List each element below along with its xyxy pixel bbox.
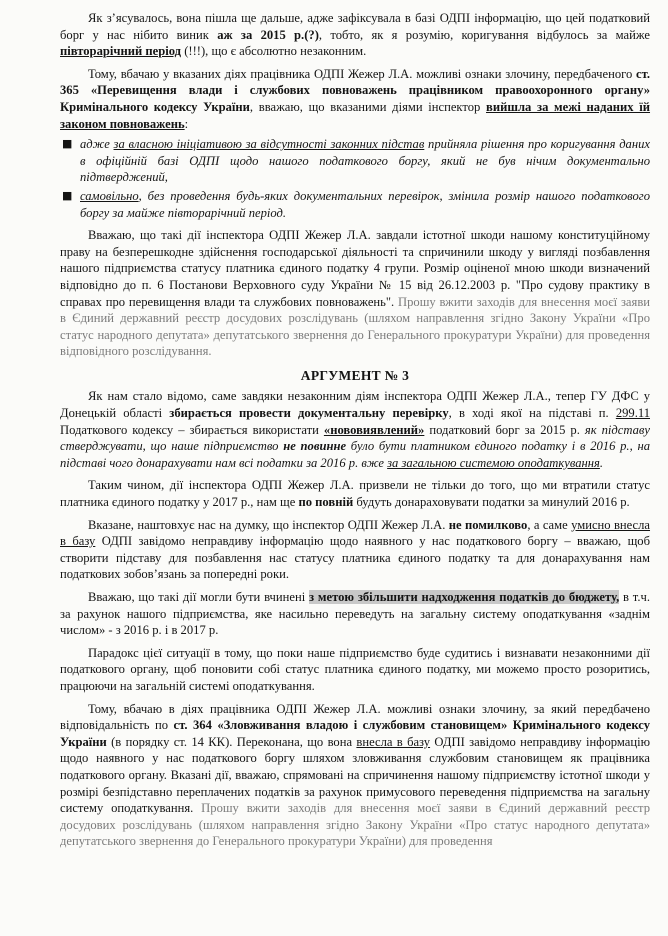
paragraph-status-loss: Таким чином, дії інспектора ОДПІ Жежер Л.А. призвели не тільки до того, що ми втратили статус платника єдиного податку у 2017 р., нам ще по повній будуть донараховувати податки за минулий 2016 р.	[60, 478, 650, 510]
section-heading: АРГУМЕНТ № 3	[300, 367, 410, 383]
paragraph-paradox: Парадокс цієї ситуації в тому, що поки наше підприємство буде судитись і визнавати незаконними дії податкового органу, щоб поновити собі статус платника єдиного податку, ми можемо просто розоритись, працюючи на загальній системі оподаткування.	[60, 645, 650, 693]
paragraph-budget: Вважаю, що такі дії могли бути вчинені з метою збільшити надходження податків до бюджету, в т.ч. за рахунок нашого підприємства, яке насильно переведуть на загальну систему оподаткування «заднім числом» - з 2016 р. і в 2017 р.	[60, 590, 650, 638]
paragraph-debt-period: Як з’ясувалось, вона пішла ще дальше, адже зафіксувала в базі ОДПІ інформацію, що цей податковий борг у нас нібито виник аж за 2015 р.(?), тобто, як я розумію, коригування відбулось за майже півторарічний період (!!!), що є абсолютно незаконним.	[60, 11, 650, 59]
bullet-icon: ■	[62, 188, 73, 202]
paragraph-article-365: Тому, вбачаю у вказаних діях працівника ОДПІ Жежер Л.А. можливі ознаки злочину, передбаченого ст. 365 «Перевищення влади і службових повноважень працівником правоохоронного органу» Кримінального кодексу України, вважаю, що вказаними діями інспектор вийшла за межі наданих їй законом повноважень:	[60, 66, 651, 131]
bullet-icon: ■	[62, 137, 73, 151]
paragraph-intent: Вказане, наштовхує нас на думку, що інспектор ОДПІ Жежер Л.А. не помилково, а саме умисно внесла в базу ОДПІ завідомо неправдиву інформацію щодо наявного у нас податкового боргу – вважаю, щоб створити підставу для позбавлення нас статусу платника єдиного податку та для донарахування нам податкових зобов’язань за попередні роки.	[60, 517, 651, 582]
paragraph-damage: Вважаю, що такі дії інспектора ОДПІ Жежер Л.А. завдали істотної шкоди нашому конституційному праву на безперешкодне здійснення господарської діяльності та спричинили шкоду у вигляді позбавлення нашого підприємства статусу платника єдиного податку 4 групи. Розмір оціненої мною шкоди визначений відповідно до п. 6 Постанови Верховного суду України № 15 від 26.12.2003 р. "Про судову практику в справах про перевищення влади та службових повноважень". Прошу вжити заходів для внесення моєї заяви в Єдиний державний реєстр досудових розслідувань (шляхом направлення згідно Закону України «Про статус народного депутата» депутатського звернення до Генерального прокуратури України) для проведення відповідного розслідування.	[60, 228, 651, 359]
paragraph-audit: Як нам стало відомо, саме завдяки незаконним діям інспектора ОДПІ Жежер Л.А., тепер ГУ ДФС у Донецькій області збирається провести документальну перевірку, в ході якої на підставі п. 299.11 Податкового кодексу – збирається використати «нововиявлений» податковий борг за 2015 р. як підставу стверджувати, що наше підприємство не повинне було бути платником єдиного податку і в 2016 р., на підставі чого донарахувати нам всі податки за 2016 р. вже за загальною системою оподаткування.	[60, 389, 650, 470]
paragraph-article-364: Тому, вбачаю в діях працівника ОДПІ Жежер Л.А. можливі ознаки злочину, за який передбачено відповідальність по ст. 364 «Зловживання владою і службовим становищем» Кримінального кодексу України (в порядку ст. 14 КК). Переконана, що вона внесла в базу ОДПІ завідомо неправдиву інформацію щодо наявного у нас податкового боргу шляхом зловживання службовим становищем як працівника податкового органу. Вказані дії, вважаю, спрямовані на спричинення нашому підприємству істотної шкоди у розмірі безпідставно переплачених податків за рахунок примусового переведення підприємства на загальну систему оподаткування. Прошу вжити заходів для внесення моєї заяви в Єдиний державний реєстр досудових розслідувань (шляхом направлення згідно Закону України «Про статус народного депутата» депутатського звернення до Генерального прокуратури України) для проведення	[60, 701, 650, 849]
list-item: ■ самовільно, без проведення будь-яких документальних перевірок, змінила розмір нашого податкового боргу за майже півторарічний період.	[62, 188, 650, 220]
violations-list	[60, 136, 650, 221]
list-item: ■ адже за власною ініціативою за відсутності законних підстав прийняла рішення про коригування даних в офіційній базі ОДПІ щодо нашого податкового боргу, який не був нічим документально підтверджений,	[62, 137, 650, 185]
